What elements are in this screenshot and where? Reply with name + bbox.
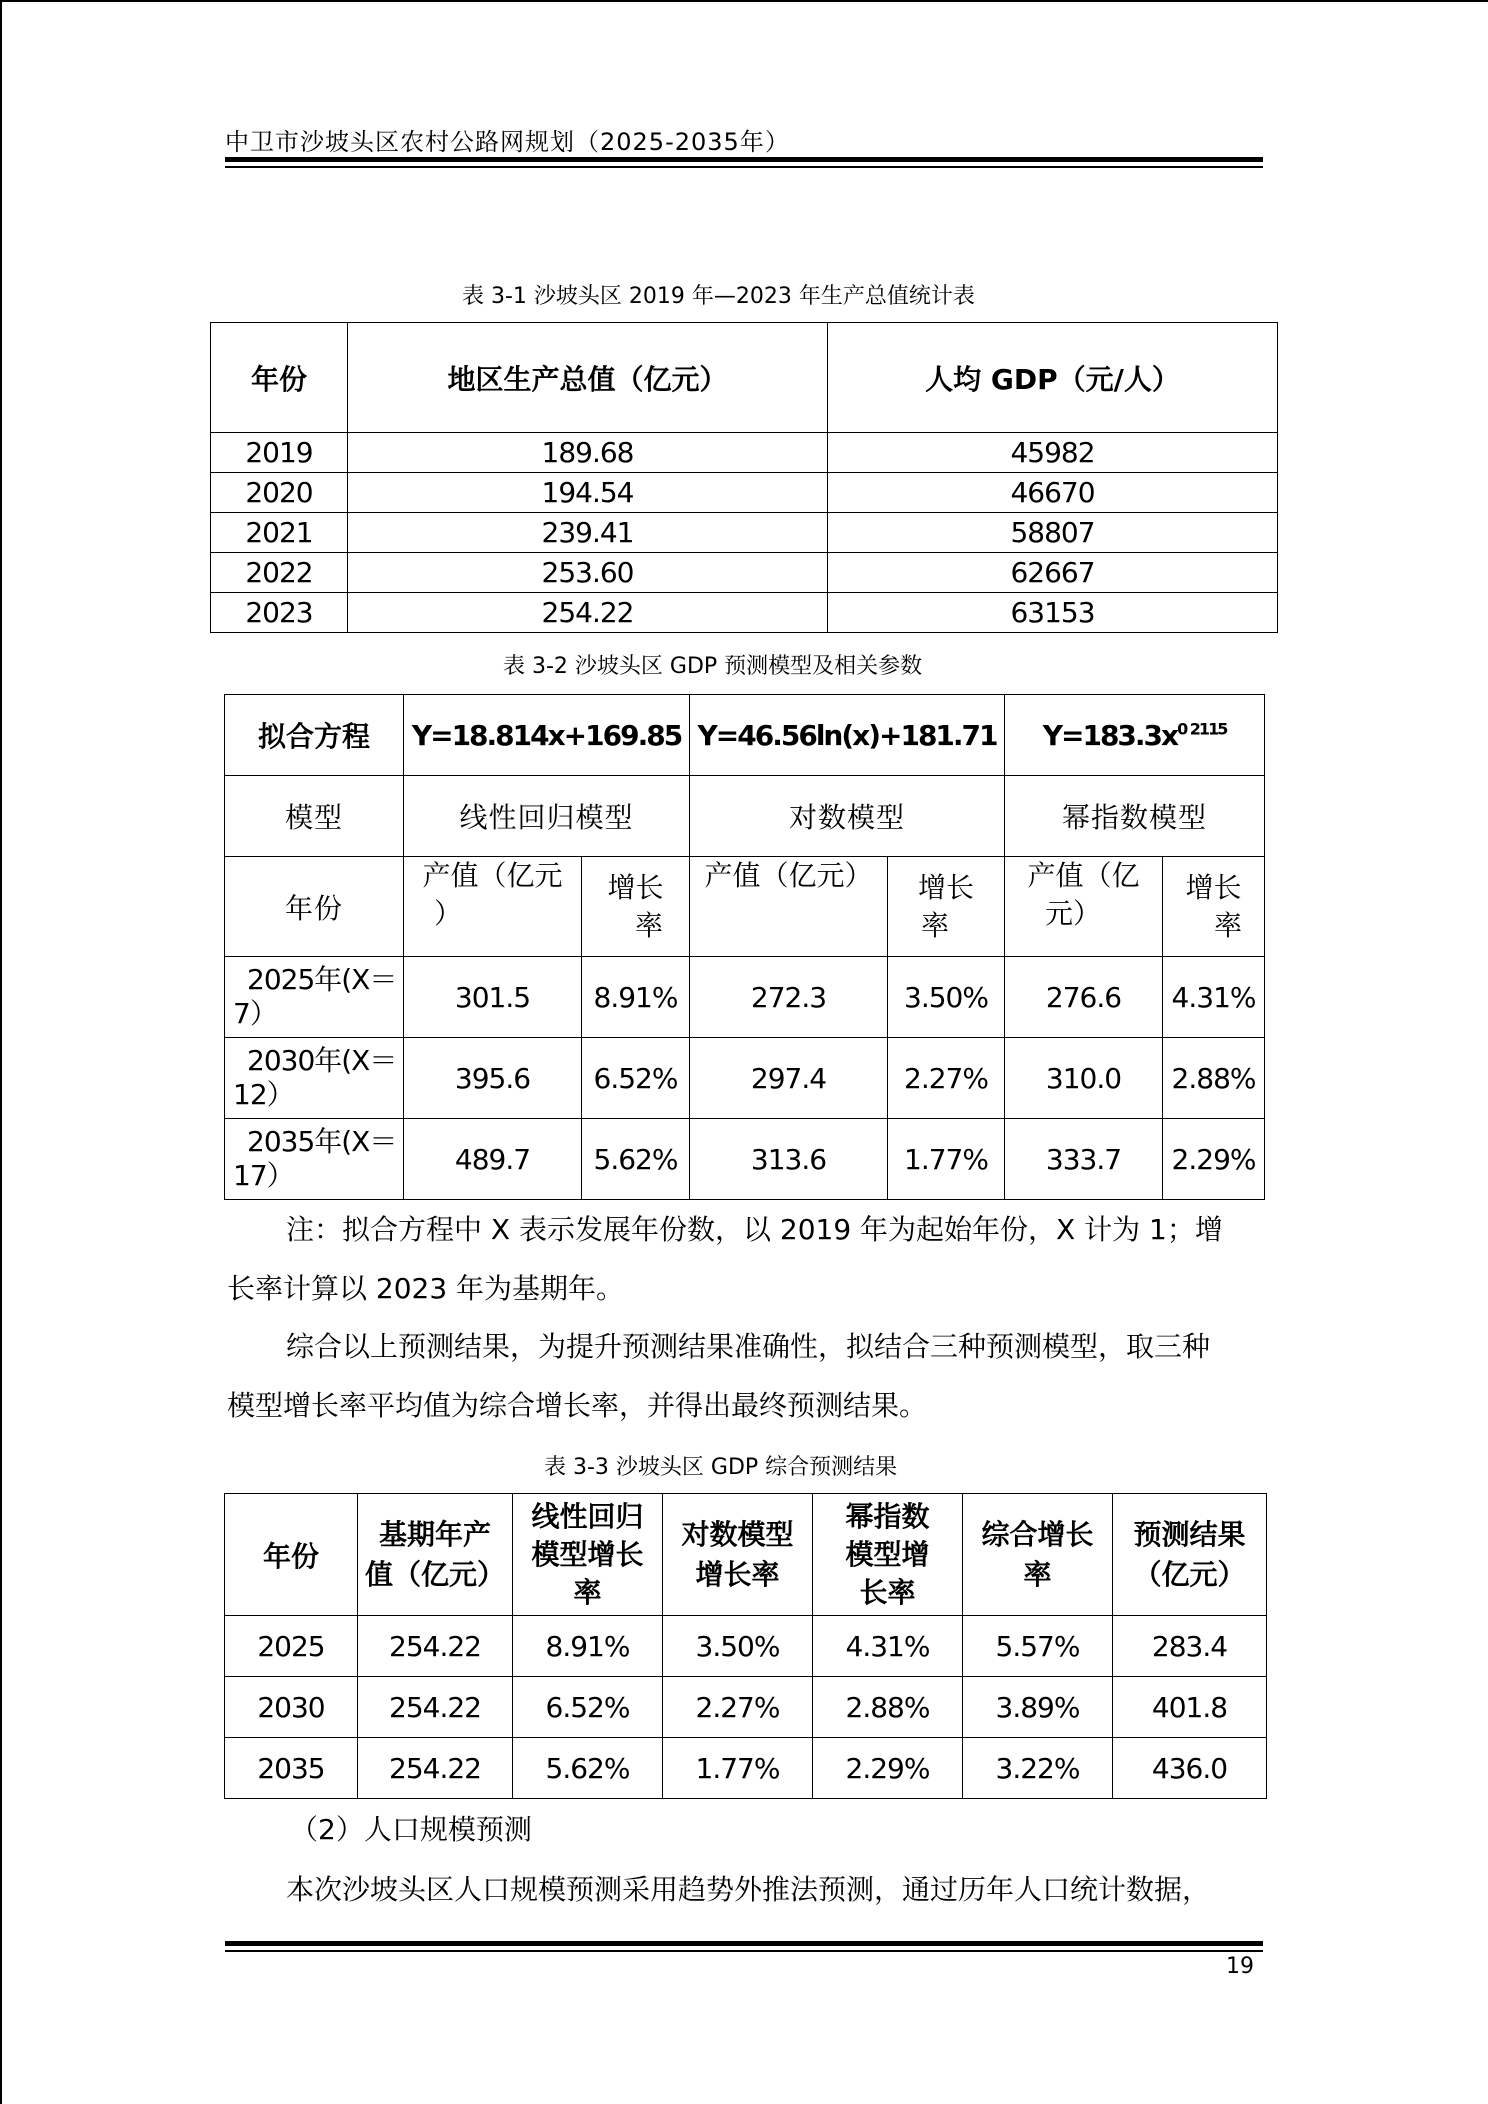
table3-cell: 254.22 [358,1738,513,1799]
table1-header-gdp: 地区生产总值（亿元） [348,323,828,433]
header-rule-thin [225,166,1263,168]
table3-header-row [225,1494,1267,1616]
table-row [225,957,1265,1038]
table3-header-base [358,1494,513,1616]
table2-sub-rate-power [1163,857,1265,957]
paragraph-1-line-1: 综合以上预测结果，为提升预测结果准确性，拟结合三种预测模型，取三种 [286,1330,1211,1363]
table1-header-row [211,323,1278,433]
line: 增长率 [695,1557,780,1591]
line: （亿元） [1133,1557,1246,1591]
header-rule-thick [225,157,1263,162]
table1-cell: 58807 [828,513,1278,553]
table2-sub-value-log: 产值（亿元） [690,857,888,957]
table1-cell: 62667 [828,553,1278,593]
note-line-1: 注：拟合方程中 X 表示发展年份数，以 2019 年为起始年份，X 计为 1；增 [286,1213,1223,1246]
table-row [225,1616,1267,1677]
table1-cell: 63153 [828,593,1278,633]
table1-header-per-capita: 人均 GDP（元/人） [828,323,1278,433]
table3-gdp-forecast [224,1493,1267,1799]
table2-cell: 5.62% [582,1119,690,1200]
page-number: 19 [1226,1954,1254,1979]
line: 增长 [918,870,975,904]
table1-cell: 46670 [828,473,1278,513]
table3-cell: 8.91% [513,1616,663,1677]
table2-sub-value-power [1005,857,1163,957]
table2-cell: 313.6 [690,1119,888,1200]
table1-cell: 2022 [211,553,348,593]
line: 预测结果 [1133,1517,1246,1551]
table2-cell: 310.0 [1005,1038,1163,1119]
table3-cell: 5.62% [513,1738,663,1799]
page-frame-left [0,0,2,2104]
table2-cell: 272.3 [690,957,888,1038]
line: 2035年(X＝ [247,1125,397,1158]
table2-model-label: 模型 [225,776,404,857]
table1-cell: 2023 [211,593,348,633]
table1-cell: 253.60 [348,553,828,593]
line: 增长 [1185,870,1242,904]
table3-header-power-rate [813,1494,963,1616]
table2-year-cell [225,957,404,1038]
table2-cell: 1.77% [888,1119,1005,1200]
line: 元） [1045,897,1102,930]
table3-cell: 401.8 [1113,1677,1267,1738]
line: 率 [1023,1557,1052,1591]
table2-cell: 4.31% [1163,957,1265,1038]
table2-eq-label: 拟合方程 [225,695,404,776]
table2-year-cell [225,1038,404,1119]
table3-cell: 436.0 [1113,1738,1267,1799]
line: 基期年产 [378,1517,491,1551]
line: 率 [921,908,950,942]
paragraph-1-line-2: 模型增长率平均值为综合增长率，并得出最终预测结果。 [227,1389,928,1422]
line: ） [434,897,463,930]
table-row [211,433,1278,473]
table3-cell: 6.52% [513,1677,663,1738]
table2-eq-log: Y=46.56ln(x)+181.71 [690,695,1005,776]
table2-cell: 489.7 [404,1119,582,1200]
line: 产值（亿 [1027,859,1140,892]
table1-caption: 表 3-1 沙坡头区 2019 年—2023 年生产总值统计表 [462,284,975,309]
table3-header-log-rate [663,1494,813,1616]
table2-cell: 276.6 [1005,957,1163,1038]
line: 幂指数 [845,1499,930,1533]
table2-subheader-row [225,857,1265,957]
line: 产值（亿元 [422,859,563,892]
table-row [211,553,1278,593]
table3-header-combined-rate [963,1494,1113,1616]
table2-sub-rate-linear [582,857,690,957]
line: 增长 [607,870,664,904]
table3-cell: 1.77% [663,1738,813,1799]
line: 率 [635,908,664,942]
table2-model-linear: 线性回归模型 [404,776,690,857]
table2-eq-power [1005,695,1265,776]
note-line-2: 长率计算以 2023 年为基期年。 [227,1272,625,1305]
table2-cell: 297.4 [690,1038,888,1119]
table2-year-cell [225,1119,404,1200]
table3-header-forecast [1113,1494,1267,1616]
table2-eq-power-base: Y=183.3x [1042,718,1178,752]
table3-cell: 2.88% [813,1677,963,1738]
running-header: 中卫市沙坡头区农村公路网规划（2025-2035年） [225,128,790,156]
line: 对数模型 [681,1517,794,1551]
table1-header-year: 年份 [211,323,348,433]
table1-cell: 194.54 [348,473,828,513]
table2-cell: 6.52% [582,1038,690,1119]
table1-cell: 45982 [828,433,1278,473]
line: 模型增长 [531,1537,644,1571]
line: 模型增 [845,1537,930,1571]
table2-sub-rate-log [888,857,1005,957]
table1-cell: 254.22 [348,593,828,633]
table3-cell: 3.89% [963,1677,1113,1738]
section-heading: （2）人口规模预测 [290,1813,532,1846]
table2-cell: 2.29% [1163,1119,1265,1200]
table-row [211,513,1278,553]
table2-year-label: 年份 [225,857,404,957]
table-row [225,1119,1265,1200]
line: 综合增长 [981,1517,1094,1551]
table3-cell: 2025 [225,1616,358,1677]
table2-model-row [225,776,1265,857]
table1-gdp-statistics [210,322,1278,633]
table3-cell: 254.22 [358,1677,513,1738]
table2-cell: 301.5 [404,957,582,1038]
table3-cell: 2030 [225,1677,358,1738]
footer-rule-thick [225,1941,1263,1946]
table3-header-linear-rate [513,1494,663,1616]
table3-cell: 5.57% [963,1616,1113,1677]
table3-cell: 3.22% [963,1738,1113,1799]
line: 率 [573,1575,602,1609]
table3-cell: 283.4 [1113,1616,1267,1677]
table2-model-power: 幂指数模型 [1005,776,1265,857]
line: 12） [233,1078,294,1111]
table2-cell: 3.50% [888,957,1005,1038]
line: 长率 [859,1575,916,1609]
table1-cell: 2019 [211,433,348,473]
table3-header-year: 年份 [225,1494,358,1616]
footer-rule-thin [225,1950,1263,1952]
table3-cell: 254.22 [358,1616,513,1677]
line: 2025年(X＝ [247,963,397,996]
table-row [225,1038,1265,1119]
table2-equation-row [225,695,1265,776]
line: 值（亿元） [364,1557,505,1591]
table2-gdp-models [224,694,1265,1200]
table2-cell: 2.27% [888,1038,1005,1119]
line: 率 [1214,908,1243,942]
line: 7） [233,997,277,1030]
table2-caption: 表 3-2 沙坡头区 GDP 预测模型及相关参数 [503,654,923,679]
table1-cell: 2021 [211,513,348,553]
table3-caption: 表 3-3 沙坡头区 GDP 综合预测结果 [544,1455,898,1480]
table-row [225,1677,1267,1738]
table3-cell: 3.50% [663,1616,813,1677]
table-row [211,593,1278,633]
line: 2030年(X＝ [247,1044,397,1077]
table3-cell: 2035 [225,1738,358,1799]
table2-eq-power-exp: 0 2115 [1177,719,1227,739]
table1-cell: 189.68 [348,433,828,473]
paragraph-2-line-1: 本次沙坡头区人口规模预测采用趋势外推法预测，通过历年人口统计数据， [286,1873,1211,1906]
table2-sub-value-linear [404,857,582,957]
table3-cell: 2.29% [813,1738,963,1799]
table3-cell: 2.27% [663,1677,813,1738]
line: 线性回归 [531,1499,644,1533]
table2-cell: 333.7 [1005,1119,1163,1200]
table2-cell: 395.6 [404,1038,582,1119]
table2-model-log: 对数模型 [690,776,1005,857]
table-row [225,1738,1267,1799]
line: 17） [233,1159,294,1192]
table3-cell: 4.31% [813,1616,963,1677]
table2-cell: 8.91% [582,957,690,1038]
table2-cell: 2.88% [1163,1038,1265,1119]
table1-cell: 2020 [211,473,348,513]
page-frame-top [0,0,1488,2]
table-row [211,473,1278,513]
table1-cell: 239.41 [348,513,828,553]
table2-eq-linear: Y=18.814x+169.85 [404,695,690,776]
